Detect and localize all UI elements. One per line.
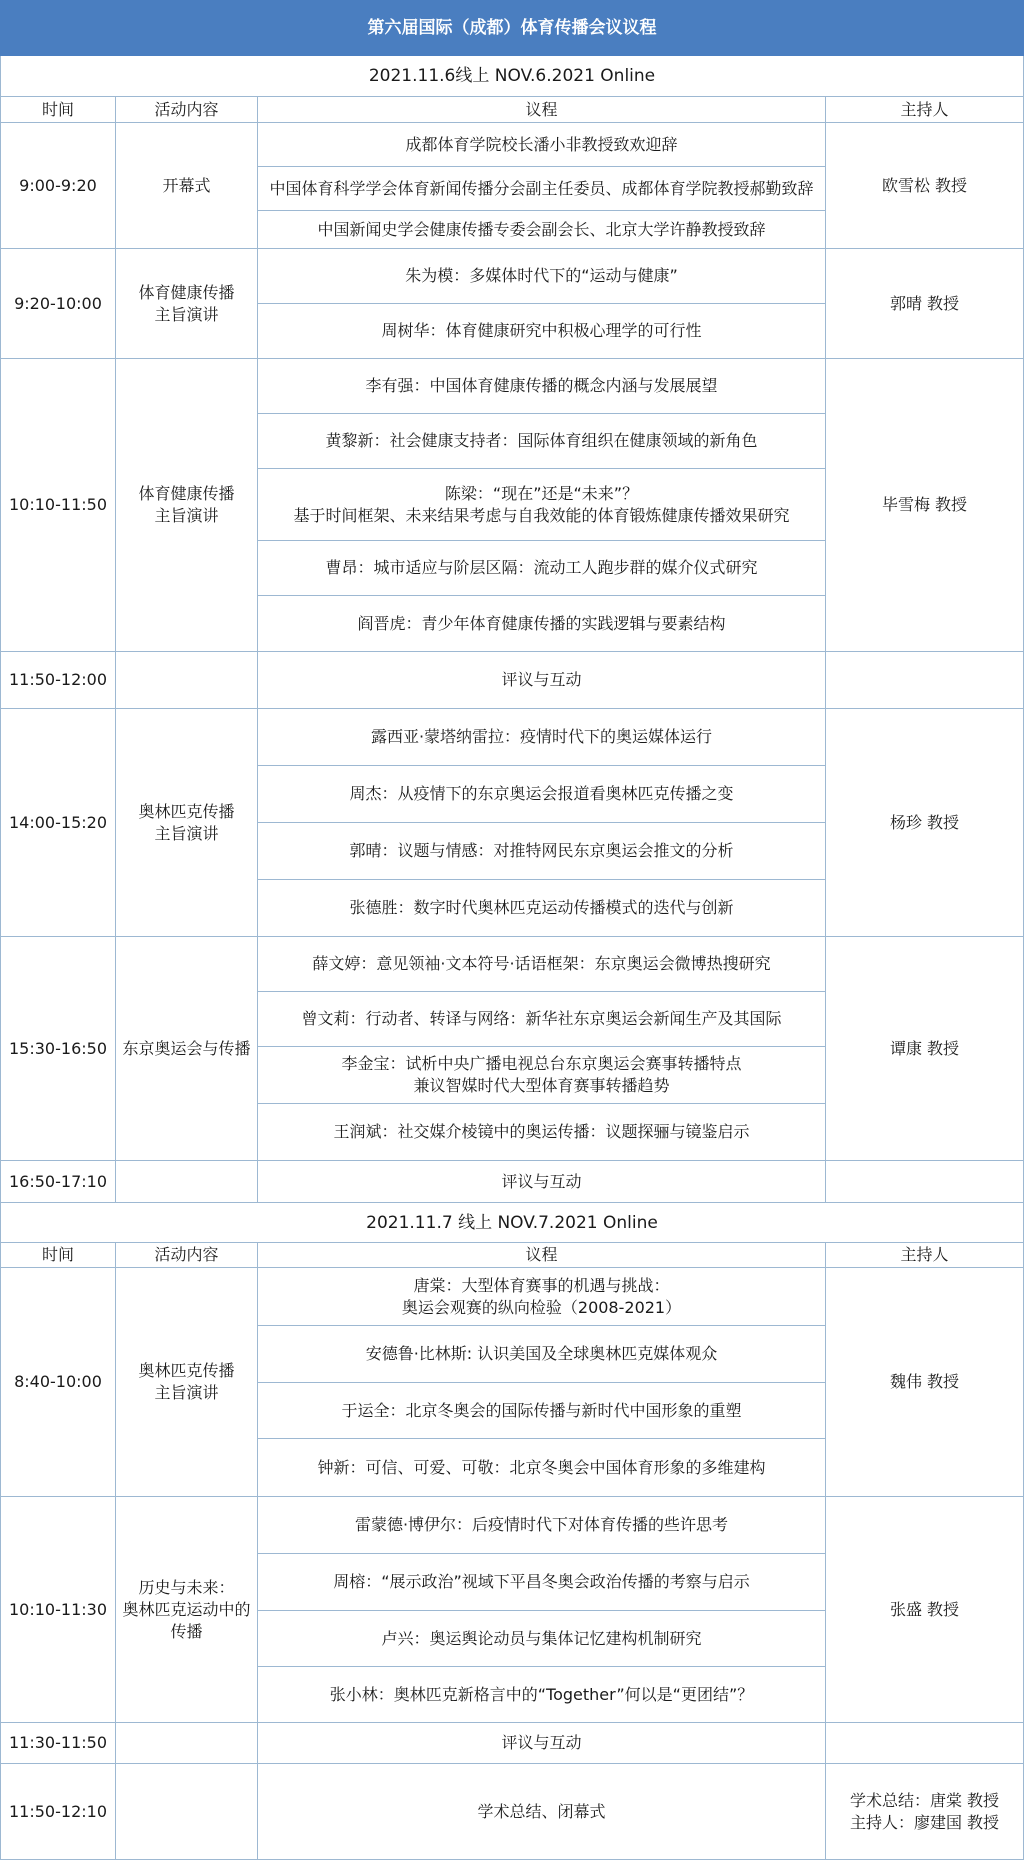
agenda-item [258,304,826,359]
session-time [0,1268,116,1497]
agenda-item-text: 阎晋虎：青少年体育健康传播的实践逻辑与要素结构 [357,613,726,633]
session-activity-text: 体育健康传播 主旨演讲 [138,484,235,525]
agenda-item [258,1326,826,1383]
agenda-item-text: 中国体育科学学会体育新闻传播分会副主任委员、成都体育学院教授郝勤致辞 [269,178,814,198]
agenda-item [258,880,826,937]
agenda-item-text: 朱为模：多媒体时代下的“运动与健康” [405,266,678,285]
agenda-item-text: 于运全：北京冬奥会的国际传播与新时代中国形象的重塑 [341,1400,742,1420]
session-time [0,1161,116,1203]
page-title-text: 第六届国际（成都）体育传播会议议程 [367,18,657,38]
session-host [826,652,1024,709]
agenda-item-text: 薛文婷：意见领袖·文本符号·话语框架：东京奥运会微博热搜研究 [312,954,771,973]
session-host [826,359,1024,652]
session-time-text: 10:10-11:50 [9,495,107,514]
session-host-text: 郭晴 教授 [889,293,960,313]
agenda-item-text: 卢兴：奥运舆论动员与集体记忆建构机制研究 [381,1628,702,1648]
col-header-activity [116,1243,258,1268]
agenda-item-text: 评议与互动 [501,1733,582,1752]
session-activity-text: 开幕式 [162,175,211,195]
col-header-host [826,1243,1024,1268]
agenda-item-text: 张德胜：数字时代奥林匹克运动传播模式的迭代与创新 [349,898,734,917]
agenda-item [258,123,826,167]
agenda-item [258,652,826,709]
col-header-time [0,1243,116,1268]
session-host-text: 魏伟 教授 [889,1372,960,1391]
session-time [0,709,116,937]
session-activity-text: 体育健康传播 主旨演讲 [138,282,235,324]
col-header-activity-text: 活动内容 [154,1245,219,1264]
agenda-item [258,823,826,880]
session-time [0,1497,116,1723]
session-host [826,249,1024,359]
agenda-item [258,1383,826,1439]
session-time-text: 10:10-11:30 [9,1599,107,1619]
agenda-item [258,1723,826,1764]
col-header-host [826,97,1024,123]
agenda-item-text: 王润斌：社交媒介棱镜中的奥运传播：议题探骊与镜鉴启示 [333,1122,750,1141]
session-time-text: 8:40-10:00 [14,1372,102,1391]
agenda-item-text: 成都体育学院校长潘小非教授致欢迎辞 [405,134,678,154]
col-header-host-text: 主持人 [900,1245,949,1264]
agenda-item-text: 中国新闻史学会健康传播专委会副会长、北京大学许静教授致辞 [317,219,766,239]
agenda-item [258,596,826,652]
agenda-item-text: 陈梁：“现在”还是“未来”？ 基于时间框架、未来结果考虑与自我效能的体育锻炼健康传播效果研究 [293,483,790,525]
agenda-item-text: 李金宝：试析中央广播电视总台东京奥运会赛事转播特点 兼议智媒时代大型体育赛事转播趋势 [341,1054,742,1095]
session-time-text: 11:50-12:10 [9,1801,107,1821]
agenda-item [258,709,826,766]
session-time [0,1764,116,1860]
session-activity [116,1497,258,1723]
session-time [0,359,116,652]
session-time [0,249,116,359]
session-activity [116,937,258,1161]
col-header-time-text: 时间 [41,99,74,119]
agenda-item-text: 张小林：奥林匹克新格言中的“Together”何以是“更团结”？ [329,1684,754,1704]
agenda-item [258,541,826,596]
agenda-item-text: 雷蒙德·博伊尔：后疫情时代下对体育传播的些许思考 [354,1515,729,1534]
session-activity [116,249,258,359]
day-date-row [0,1203,1024,1243]
col-header-agenda [258,97,826,123]
session-time-text: 15:30-16:50 [9,1038,107,1058]
session-activity-text: 奥林匹克传播 主旨演讲 [138,1361,235,1402]
agenda-item-text: 安德鲁·比林斯: 认识美国及全球奥林匹克媒体观众 [365,1344,718,1363]
agenda-item-text: 黄黎新：社会健康支持者：国际体育组织在健康领域的新角色 [325,431,758,450]
session-host [826,709,1024,937]
agenda-item [258,937,826,992]
session-host-text: 杨珍 教授 [889,812,960,832]
agenda-item [258,766,826,823]
col-header-time-text: 时间 [41,1245,74,1264]
session-activity [116,652,258,709]
session-host [826,1764,1024,1860]
session-time-text: 9:20-10:00 [14,293,102,313]
session-host [826,1161,1024,1203]
agenda-item [258,249,826,304]
session-time-text: 11:30-11:50 [9,1733,107,1752]
agenda-item [258,1667,826,1723]
session-host [826,1723,1024,1764]
session-time-text: 14:00-15:20 [9,812,107,832]
session-time-text: 16:50-17:10 [9,1171,107,1191]
session-activity [116,1161,258,1203]
col-header-host-text: 主持人 [900,99,949,119]
session-time [0,123,116,249]
agenda-item [258,1047,826,1104]
col-header-activity [116,97,258,123]
agenda-item-text: 露西亚·蒙塔纳雷拉：疫情时代下的奥运媒体运行 [370,727,713,746]
session-host-text: 张盛 教授 [889,1599,960,1619]
col-header-agenda [258,1243,826,1268]
agenda-item [258,1104,826,1161]
session-time [0,652,116,709]
agenda-item-text: 周树华：体育健康研究中积极心理学的可行性 [381,321,702,340]
session-host-text: 谭康 教授 [889,1038,960,1058]
agenda-item [258,1554,826,1611]
agenda-item [258,1764,826,1860]
agenda-item-text: 评议与互动 [501,1171,582,1191]
session-activity-text: 奥林匹克传播 主旨演讲 [138,801,235,843]
agenda-item [258,1497,826,1554]
agenda-item-text: 钟新：可信、可爱、可敬：北京冬奥会中国体育形象的多维建构 [317,1457,766,1477]
session-activity [116,1268,258,1497]
agenda-item [258,167,826,211]
col-header-time [0,97,116,123]
session-activity-text: 东京奥运会与传播 [122,1038,251,1058]
col-header-activity-text: 活动内容 [154,99,219,119]
agenda-item-text: 周榕：“展示政治”视域下平昌冬奥会政治传播的考察与启示 [333,1572,750,1591]
agenda-item [258,1439,826,1497]
session-activity-text: 历史与未来： 奥林匹克运动中的 传播 [122,1577,251,1641]
session-host [826,1268,1024,1497]
agenda-item [258,211,826,249]
session-host-text: 学术总结：唐棠 教授 主持人：廖建国 教授 [849,1790,1000,1832]
session-host [826,123,1024,249]
agenda-item-text: 曹昂：城市适应与阶层区隔：流动工人跑步群的媒介仪式研究 [325,558,758,577]
agenda-item [258,469,826,541]
page-title [0,0,1024,56]
col-header-agenda-text: 议程 [525,99,558,119]
agenda-item-text: 郭晴：议题与情感：对推特网民东京奥运会推文的分析 [349,841,734,860]
agenda-item-text: 李有强：中国体育健康传播的概念内涵与发展展望 [365,376,718,395]
agenda-item [258,414,826,469]
session-time [0,937,116,1161]
session-host [826,937,1024,1161]
session-activity [116,359,258,652]
session-activity [116,1723,258,1764]
col-header-agenda-text: 议程 [525,1245,558,1264]
agenda-item [258,992,826,1047]
session-time-text: 11:50-12:00 [9,670,107,689]
day-date-row-text: 2021.11.6线上 NOV.6.2021 Online [368,66,656,86]
session-activity [116,709,258,937]
session-activity [116,1764,258,1860]
agenda-item [258,359,826,414]
session-host [826,1497,1024,1723]
agenda-item-text: 周杰：从疫情下的东京奥运会报道看奥林匹克传播之变 [349,784,734,803]
agenda-item [258,1161,826,1203]
session-time [0,1723,116,1764]
day-date-row [0,56,1024,97]
session-activity [116,123,258,249]
agenda-item-text: 曾文莉：行动者、转译与网络：新华社东京奥运会新闻生产及其国际 [301,1009,782,1028]
agenda-item [258,1611,826,1667]
day-date-row-text: 2021.11.7 线上 NOV.7.2021 Online [366,1212,658,1233]
session-time-text: 9:00-9:20 [19,175,97,195]
agenda-item-text: 评议与互动 [501,670,582,689]
session-host-text: 毕雪梅 教授 [881,495,968,514]
agenda-item [258,1268,826,1326]
agenda-item-text: 唐棠：大型体育赛事的机遇与挑战： 奥运会观赛的纵向检验（2008-2021） [401,1275,682,1317]
session-host-text: 欧雪松 教授 [881,175,968,195]
agenda-item-text: 学术总结、闭幕式 [477,1801,606,1821]
